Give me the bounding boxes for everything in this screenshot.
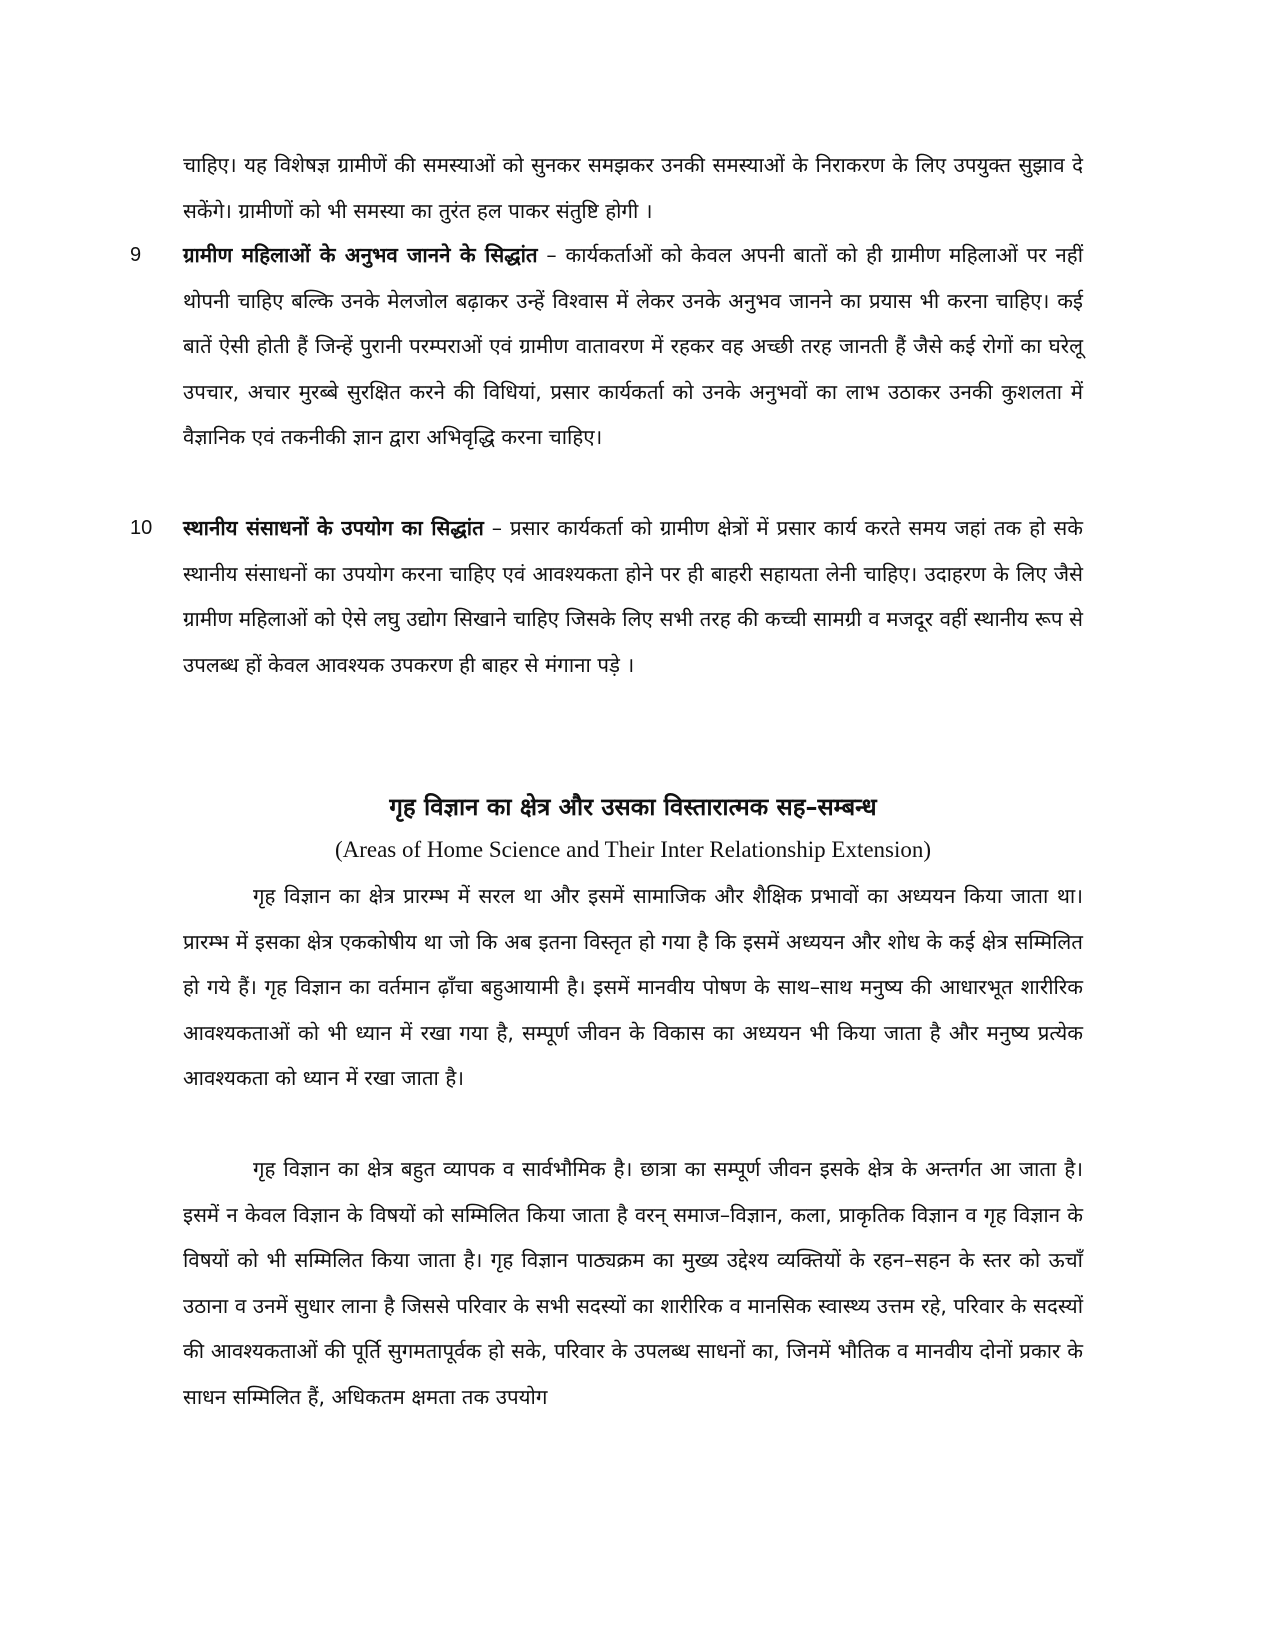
item-text: – प्रसार कार्यकर्ता को ग्रामीण क्षेत्रों में प्रसार कार्य करते समय जहां तक हो सके स्थानीय संसाधनों का उपयोग करना चाहिए एवं आवश्यकता होने पर ही बाहरी सहायता लेनी चाहिए। उदाहरण के लिए जैसे ग्रामीण महिलाओं को ऐसे लघु उद्योग सिखाने चाहिए जिसके लिए सभी तरह की कच्ची सामग्री व मजदूर वहीं स्थानीय रूप से उपलब्ध हों केवल आवश्यक उपकरण ही बाहर से मंगाना पड़े ।	[183, 516, 1084, 677]
item-body	[183, 233, 1083, 461]
section-subtitle: (Areas of Home Science and Their Inter Relationship Extension)	[334, 837, 932, 862]
item-number: 10	[130, 517, 153, 539]
paragraph-text: गृह विज्ञान का क्षेत्र बहुत व्यापक व सार्वभौमिक है। छात्रा का सम्पूर्ण जीवन इसके क्षेत्र के अन्तर्गत आ जाता है। इसमें न केवल विज्ञान के विषयों को सम्मिलित किया जाता है वरन् समाज–विज्ञान, कला, प्राकृतिक विज्ञान व गृह विज्ञान के विषयों को भी सम्मिलित किया जाता है। गृह विज्ञान पाठ्यक्रम का मुख्य उद्देश्य व्यक्तियों के रहन–सहन के स्तर को ऊचाँ उठाना व उनमें सुधार लाना है जिससे परिवार के सभी सदस्यों का शारीरिक व मानसिक स्वास्थ्य उत्तम रहे, परिवार के सदस्यों की आवश्यकताओं की पूर्ति सुगमतापूर्वक हो सके, परिवार के उपलब्ध साधनों का, जिनमें भौतिक व मानवीय दोनों प्रकार के साधन सम्मिलित हैं, अधिकतम क्षमता तक उपयोग	[183, 1157, 1083, 1409]
intro-paragraph	[183, 143, 1083, 234]
item-heading: ग्रामीण महिलाओं के अनुभव जानने के सिद्धांत	[183, 243, 538, 267]
body-paragraph-1	[183, 874, 1083, 1102]
item-body	[183, 506, 1083, 688]
intro-text: चाहिए। यह विशेषज्ञ ग्रामीणें की समस्याओं को सुनकर समझकर उनकी समस्याओं के निराकरण के लिए उपयुक्त सुझाव दे सकेंगे। ग्रामीणों को भी समस्या का तुरंत हल पाकर संतुष्टि होगी ।	[183, 153, 1083, 223]
body-paragraph-2	[183, 1147, 1083, 1420]
item-text: – कार्यकर्ताओं को केवल अपनी बातों को ही ग्रामीण महिलाओं पर नहीं थोपनी चाहिए बल्कि उनके मेलजोल बढ़ाकर उन्हें विश्वास में लेकर उनके अनुभव जानने का प्रयास भी करना चाहिए। कई बातें ऐसी होती हैं जिन्हें पुरानी परम्पराओं एवं ग्रामीण वातावरण में रहकर वह अच्छी तरह जानती हैं जैसे कई रोगों का घरेलू उपचार, अचार मुरब्बे सुरक्षित करने की विधियां, प्रसार कार्यकर्ता को उनके अनुभवों का लाभ उठाकर उनकी कुशलता में वैज्ञानिक एवं तकनीकी ज्ञान द्वारा अभिवृद्धि करना चाहिए।	[183, 243, 1083, 449]
section-title: गृह विज्ञान का क्षेत्र और उसका विस्तारात्मक सह–सम्बन्ध	[389, 793, 877, 821]
item-number: 9	[130, 244, 142, 266]
paragraph-text: गृह विज्ञान का क्षेत्र प्रारम्भ में सरल था और इसमें सामाजिक और शैक्षिक प्रभावों का अध्ययन किया जाता था। प्रारम्भ में इसका क्षेत्र एककोषीय था जो कि अब इतना विस्तृत हो गया है कि इसमें अध्ययन और शोध के कई क्षेत्र सम्मिलित हो गये हैं। गृह विज्ञान का वर्तमान ढ़ाँचा बहुआयामी है। इसमें मानवीय पोषण के साथ–साथ मनुष्य की आधारभूत शारीरिक आवश्यकताओं को भी ध्यान में रखा गया है, सम्पूर्ण जीवन के विकास का अध्ययन भी किया जाता है और मनुष्य प्रत्येक आवश्यकता को ध्यान में रखा जाता है।	[183, 884, 1083, 1090]
item-heading: स्थानीय संसाधनों के उपयोग का सिद्धांत	[183, 516, 484, 540]
